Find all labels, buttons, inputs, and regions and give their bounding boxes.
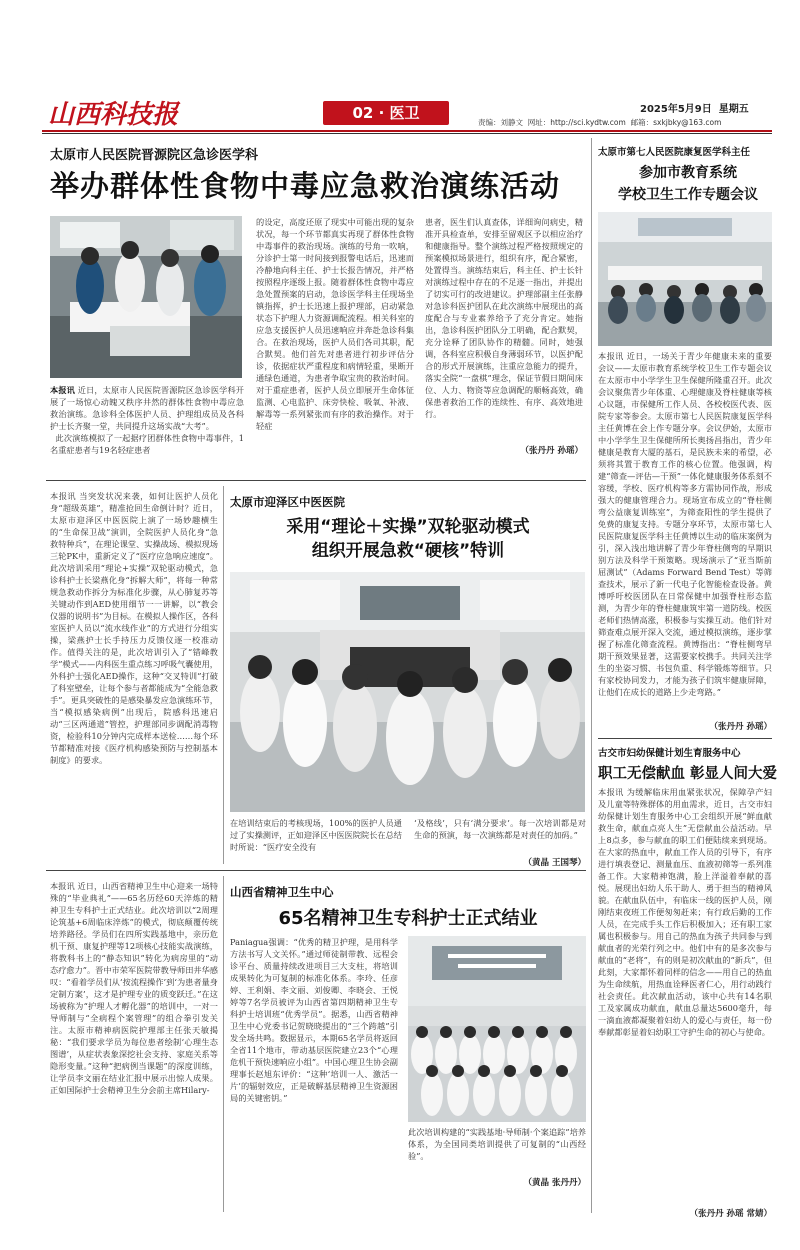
- right1-photo: [598, 212, 772, 346]
- email-link[interactable]: 邮箱：sxkjbky@163.com: [630, 118, 722, 127]
- svg-text:山西科技报: 山西科技报: [48, 100, 179, 130]
- center3-credit: （黄晶 张丹丹）: [523, 1178, 586, 1188]
- issue-date: 2025年5月9日 星期五: [640, 104, 749, 115]
- center2-column-1: 在培训结束后的考核现场，100%的医护人员通过了实操测评，正如迎泽区中医医院院长在总结时所说：“医疗安全没有: [230, 818, 402, 852]
- masthead-rule: [42, 130, 772, 132]
- center3-caption: 此次培训构建的“实践基地·导师制·个案追踪”培养体系，为全国同类培训提供了可复制的“山西经验”。: [408, 1127, 586, 1161]
- right2-body: 本报讯 为缓解临床用血紧张状况，保障孕产妇及儿童等特殊群体的用血需求，近日，古交市妇幼保健计划生育服务中心工会组织开展“鲜血献救生命，献血点亮人生”无偿献血公益活动。早上8点多，参与献血的职工们便陆续来到现场。在大家的热血中，献血工作人员的引导下，有序进行填表登记、测量血压、血液初筛等一系列准备工作。大家精神饱满，脸上洋溢着奉献的喜悦。展现出妇幼人乐于助人、勇于担当的精神风貌。在献血队伍中，有临床一线的医护人员，刚刚结束夜班工作便匆匆赶来；有行政后勤的工作人员，在完成手头工作后积极加入；还有职工家属也积极参与。用自己的热血为孩子共同参与到献血者的光荣行列之中。他们中有的是多次参与献血的“老将”，有的则是初次献血的“新兵”，但此刻，大家都怀着同样的信念——用自己的热血为生命续航，用热血诠释医者仁心，用行动践行社会责任。此次献血活动，该中心共有14名职工及家属成功献血，献血总量达5600毫升，每一滴血液都凝聚着妇幼人的爱心与责任，每一份奉献都彰显着妇幼职工守护生命的初心与使命。: [598, 787, 772, 1037]
- lead-credit: （张丹丹 孙瑶）: [520, 446, 583, 456]
- lead-lede: 本报讯 近日，太原市人民医院晋源院区急诊医学科开展了一场惊心动魄又秩序井然的群体性食物中毒应急救治演练。急诊科全体医护人员、护理组成员及各科护士长齐聚一堂，共同提升这场实战“大考”。 此次演练模拟了一起据疗团群体性食物中毒事件，1名重症患者与19名轻症患者: [50, 385, 244, 455]
- left3-body: 本报讯 近日，山西省精神卫生中心迎来一场特殊的“毕业典礼”——65名历经60天淬炼的精神卫生专科护士正式结业。此次培训以“2周理论筑基+6周临床淬炼”的模式，彻底颠覆传统培养路径。学员们在四所实践基地中，亲历危机干预、康复护理等12项核心技能实战演练，将教科书上的“静态知识”转化为病房里的“动态疗愈力”。晋中市荣军医院带教导师田井华感叹：“看着学员们从‘按流程操作’到‘为患者量身定制方案’，这才是护理专业的质变跃迁。”在这场被称为“护理人才孵化器”的培训中，一对一导师制与“全病程个案管理”的组合拳引发关注。太原市精神病医院护理部主任张天敏揭秘：“我们要求学员为每位患者绘制‘心理生态图谱’，从症状表象深挖社会支持、家庭关系等隐形变量。”这种“把病例当课题”的深度训练，让学员李文丽在结业汇报中展示出惊人成果。正如国际护士会精神卫生分会前主席Hilary-: [50, 881, 218, 1095]
- center2-kicker: 太原市迎泽区中医医院: [230, 495, 345, 509]
- center3-headline: 65名精神卫生专科护士正式结业: [278, 908, 538, 929]
- right1-kicker: 太原市第七人民医院康复医学科主任: [598, 147, 751, 158]
- masthead-logo: [46, 95, 196, 131]
- center2-column-2: ‘及格线’，只有‘满分要求’。每一次培训都是对生命的预演，每一次演练都是对责任的加码。”: [414, 818, 586, 840]
- right1-credit: （张丹丹 孙瑶）: [709, 722, 772, 732]
- right1-headline: 参加市教育系统 学校卫生工作专题会议: [618, 165, 758, 203]
- right1-body: 本报讯 近日，一场关于青少年健康未来的重要会议——太原市教育系统学校卫生工作专题会议在太原市中小学学生卫生保健所隆重召开。此次会议聚焦青少年体重、心理健康及脊柱健康等核心议题，市保健所工作人员、各校校医代表、医院专家等参会。太原市第七人民医院康复医学科主任黄博在会上作专题分享。会议伊始，太原市中小学学生卫生保健所所长奥扬昌指出，青少年健康是教育大厦的基石，是民族未来的希望，必须将其置于教育工作的核心位置。他强调，构建“筛查—评估—干预”一体化健康服务体系刻不容缓，学校、医疗机构等多方需协同作战，形成强大的健康管理合力。现场宣布成立的“脊柱侧弯公益康复训练室”，为筛查阳性的学生提供了免费的康复支持。专题分享环节，太原市第七人民医院康复医学科主任黄博以生动的临床案例为引，深入浅出地讲解了青少年脊柱侧弯的早期识别方法及科学干预策略。现场演示了“亚当斯前屈测试”（Adams Forward Bend Test）等筛查技术，展示了新一代电子化智能检查设备。黄博呼吁校医团队在日常保健中加强脊柱形态监测，为青少年的脊柱健康筑牢第一道防线。校医老师们热情高涨，积极参与实操互动。他们针对筛查难点展开深入交流，通过模拟演练，逐步掌握了标准化筛查流程。黄博指出：“脊柱侧弯早期干预效果显著，这需要家校携手。共同关注学生的坐姿习惯、书包负重、科学锻炼等细节。只有家校协同发力，才能为孩子们筑牢健康屏障，让他们在成长的道路上少走弯路。”: [598, 351, 772, 697]
- center3-photo: [408, 936, 586, 1122]
- section-label: 02 · 医卫: [323, 101, 449, 125]
- right2-headline: 职工无偿献血 彰显人间大爱: [598, 766, 778, 782]
- center2-photo: [230, 572, 585, 812]
- lead-headline: 举办群体性食物中毒应急救治演练活动: [50, 169, 561, 203]
- right2-kicker: 古交市妇幼保健计划生育服务中心: [598, 748, 741, 759]
- center3-body: Paniagua强调：“优秀的精卫护理，是用科学方法书写人文关怀。”通过师徒制带教、远程会诊平台、质量持续改进项目三大支柱，将培训成果转化为可复制的标准化体系。李玲、任彦婷、王利娟、李文丽、刘俊卿、李晓会、王悦婷等7名学员被评为山西省第四期精神卫生专科护士培训班“优秀学员”。据悉，山西省精神卫生中心党委书记贺晓晓提出的“三个跨越”引发全场共鸣。数据显示，本期65名学员将返回全省11个地市，带动基层医院建立23个“心理危机干预快速响应小组”。中国心理卫生协会副理事长赵旭东评价：“这种‘培训一人、激活一片’的辐射效应，正是破解基层精神卫生资源困局的关键密钥。”: [230, 937, 398, 1103]
- lead-kicker: 太原市人民医院晋源院区急诊医学科: [50, 148, 259, 163]
- lead-column-3: 患者，医生们认真查体，详细询问病史，精准开具检查单，安排至留观区予以相应治疗和健康指导。整个演练过程严格按照规定的预案模拟场景进行，组织有序，配合紧密，处置得当。演练结束后，科主任、护士长针对演练过程中存在的不足逐一指出，并提出了切实可行的改进建议。护理部副主任张静对急诊科医护团队在此次演练中展现出的高度配合与专业素养给予了充分肯定。她指出，急诊科医护团队分工明确，配合默契，充分诠释了团队协作的精髓。同时，她强调，各科室应积极自身薄弱环节，以医护配合的形式开展演练，注重应急能力的提升，落实全院“一盘棋”理念，保证节假日期间床位、人力、物资等应急调配的顺畅高效，确保患者救治工作的连续性、有序、高效地进行。: [425, 217, 583, 419]
- lead-column-2: 的设定，高度还原了现实中可能出现的复杂状况，每一个环节都真实再现了群体性食物中毒事件的救治现场。演练的号角一吹响，分诊护士第一时间接到报警电话后，迅速而冷静地向科主任、护士长报告情况，并严格按照程序逐级上报。随着群体性食物中毒应急处置预案的启动，急诊医学科主任现场坐镇指挥，护士长迅速上报护理部，启动紧急状态下护理人力资源调配流程。相关科室的应急支援医护人员迅速响应并奔赴急诊科集合。在救治现场，医护人员们各司其职，配合默契。他们首先对患者进行初步评估分诊，依据症状严重程度和病情轻重，果断开通绿色通道，为患者争取宝贵的救治时间。对于重症患者，医护人员立即展开生命体征监测、心电监护、床旁快检、吸氧、补液、解毒等一系列紧张而有序的救治操作。对于轻症: [256, 217, 414, 431]
- center2-credit: （黄晶 王国琴）: [523, 858, 586, 868]
- right2-credit: （张丹丹 孙瑶 常婧）: [689, 1209, 772, 1219]
- lead-photo: [50, 216, 242, 378]
- center3-kicker: 山西省精神卫生中心: [230, 885, 334, 899]
- masthead-info: 责编：刘静文 网址：http://sci.kydtw.com 邮箱：sxkjbky@163.com: [478, 118, 722, 127]
- website-link[interactable]: 网址：http://sci.kydtw.com: [527, 118, 626, 127]
- left2-body: 本报讯 当突发状况来袭，如何让医护人员化身“超级英雄”，精准抢回生命倒计时？近日，太原市迎泽区中医医院上演了一场妙趣横生的“生命保卫战”演训，全院医护人员化身“急救特种兵”，在理论课堂、实操战场、模拟现场三轮PK中，重新定义了“医疗应急响应速度”。此次培训采用“理论+实操”双轮驱动模式，急诊科护士长梁燕化身“拆解大师”，将每一种常规急救动作拆分为标准化步骤，从心肺复苏等关键动作到AED使用细节一一讲解，以“教会仪器的说明书”为目标。在模拟人操作区，各科室医护人员以“流水线作业”的方式进行分组实操，梁燕护士长手持压力反馈仪逐一校准动作。值得关注的是，此次培训引入了“错峰教学”模式——内科医生重点练习呼吸气囊使用，外科护士强化AED操作，这种“交叉特训”打破了科室壁垒，让每个参与者都能成为“全能急救手”。更具突破性的是感染暴发应急演练环节，当“模拟感染病例”出现后，院感科迅速启动“三区两通道”管控，护理部同步调配消毒物资，检验科10分钟内完成样本送检……每个环节都精准对接《医疗机构感染预防与控制基本制度》的要求。: [50, 491, 218, 765]
- center2-headline: 采用“理论＋实操”双轮驱动模式 组织开展急救“硬核”特训: [286, 517, 530, 561]
